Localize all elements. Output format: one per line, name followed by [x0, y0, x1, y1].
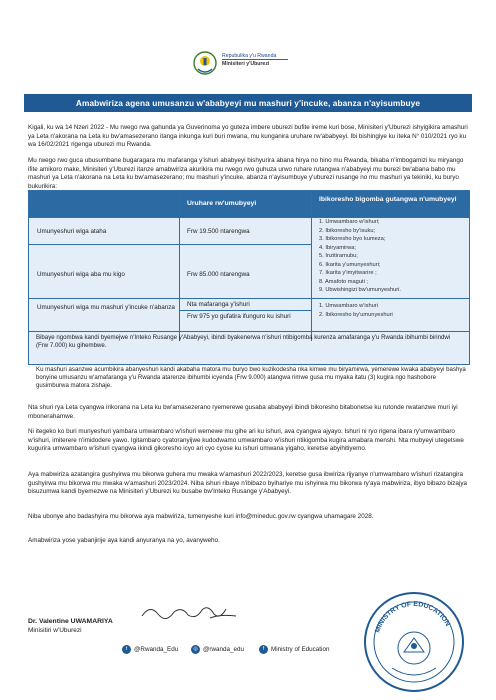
republic-line1: Repubulika y'u Rwanda [222, 53, 277, 59]
table-row [29, 244, 311, 245]
twitter-icon: t [122, 645, 131, 654]
list-item: 9. Ubwishingizi bw'umunyeshuri. [319, 287, 402, 293]
twitter-handle[interactable] [122, 645, 178, 654]
svg-text:MINISTRY OF EDUCATION: MINISTRY OF EDUCATION [374, 600, 451, 634]
twitter-label: @Rwanda_Edu [134, 646, 179, 653]
level-pre-primary: Umunyeshuri wiga mu mashuri y'incuke n'abanza [37, 304, 175, 311]
header-parent-contribution: Uruhare rw'umubyeyi [187, 200, 257, 207]
list-item: 3. Ibikoresho byo kumeza; [319, 236, 386, 242]
list-item: 2. Ibikoresho by'umunyeshuri [319, 311, 393, 318]
table-note-other-costs: Bibaye ngombwa kandi byemejwe n'Inteko Rusange y'Ababyeyi, ibindi byakenerwa n'ishuri ntibigomba kurenza amafaranga y'u Rwanda ibihumbi birindwi (Frw 7.000) ku gihembwe. [29, 331, 469, 352]
republic-line2: Minisiteri y'Uburezi [222, 61, 270, 67]
fee-pre-primary-line1: Nta mafaranga y'ishuri [187, 301, 250, 308]
rwanda-emblem-icon [193, 50, 217, 76]
letterhead-divider [222, 59, 288, 60]
fee-day-student: Frw 19.500 ntarengwa [187, 228, 250, 235]
handwritten-signature [140, 600, 240, 624]
primary-items-list [319, 302, 467, 319]
document-title: Amabwiriza agena umusanzu w'ababyeyi mu mashuri y'incuke, abanza n'ayisumbuye [24, 94, 472, 112]
paragraph-effective-date: Aya mabwiriza azatangira gushyirwa mu bikorwa guhera mu mwaka w'amashuri 2022/2023, keretse gusa ibwiriza rijyanye n'umwambaro w'ishuri rizatangira gushyirwa mu bikorwa mu mwaka w'amashuri 2023/2024. Niba ishuri ribaye n'ibibazo byihariye mu ishyirwa mu bikorwa ry'aya mabwiriza, ibyo bibazo bizajya bisuzumwa kandi byemezwe na Minisiteri y'Uburezi ku busabe bw'Inteko Rusange y'Ababyeyi. [28, 471, 467, 496]
fees-table [28, 190, 470, 365]
list-item: 8. Amafoto maguti ; [319, 278, 369, 285]
paragraph-no-extra-items: Nta shuri rya Leta cyangwa irikorana na Leta ku bw'amasezerano ryemerewe gusaba ababyeyi ibindi bikoresho bitabonetse ku rutonde rwatanzwe muri iyi mbonerahamwe. [28, 404, 458, 420]
column-divider [311, 191, 312, 341]
paragraph-uniform: Ni itegeko ko buri munyeshuri yambara umwambaro w'ishuri wemewe mu gihe ari ku ishuri, ava cyangwa ajyayo. Ishuri ni ryo rigena ibara ry'umwambaro w'ishuri, imiterere n'imidodere yawo. Igitambaro cyatoranyijwe kudodwamo umwambaro w'ishuri ntikigomba kugira amabara menshi. Nta mubyeyi utegetswe kugurira umwambaro w'ishuri cyangwa ikindi gikoresho icyo ari cyo cyose ku ishuri umwana yigaho, keretse abyihitiyemo. [28, 428, 464, 453]
instagram-icon: ◎ [191, 645, 200, 654]
facebook-label: Ministry of Education [271, 646, 330, 653]
instagram-handle[interactable] [191, 645, 244, 654]
paragraph-intro: Kigali, ku wa 14 Nzeri 2022 - Mu rwego rwa gahunda ya Guverinoma yo guteza imbere uburezi bufite ireme kuri bose, Minisiteri y'Uburezi ishyigikira amashuri ya Leta n'akorana na Leta ku bw'amasezerano itanga inkunga kuri buri mwana, mu kunganira uruhare rw'ababyeyi. Ibi bishingiye ku iteka N° 010/2021 ryo ku wa 16/02/2021 rigenga uburezi mu Rwanda. [28, 124, 468, 149]
fee-pre-primary-line2: Frw 975 yo gufatira ifunguro ku ishuri [187, 313, 291, 320]
facebook-page[interactable] [259, 645, 329, 654]
facebook-icon: f [259, 645, 268, 654]
signatory-name: Dr. Valentine UWAMARIYA [28, 618, 113, 625]
header-required-items: Ibikoresho bigomba gutangwa n'umubyeyi [319, 196, 457, 203]
level-day-student: Umunyeshuri wiga ataha [37, 228, 107, 235]
list-item: 4. Ibiryamirwa; [319, 244, 356, 251]
level-boarding-student: Umunyeshuri wiga aba mu kigo [37, 271, 125, 278]
republic-label [222, 53, 276, 68]
table-header [29, 191, 469, 217]
list-item: 1. Umwambaro w'ishuri [319, 303, 378, 309]
paragraph-context: Mu rwego rwo guca ubusumbane bugaragara mu mafaranga y'ishuri ababyeyi bishyurira abana hirya no hino mu Rwanda, bikaba n'imbogamizi ku miryango ifite amikoro make, Minisiteri y'Uburezi itanze amabwiriza akurikira mu rwego rwo guhuza urwo ruhare rutangwa n'ababyeyi mu burezi bw'abana babo mu mashuri ya Leta n'akorana na Leta ku bw'amasezerano; mu mashuri y'incuke, abanza n'ayisumbuye y'uburezi rusange no mu mashuri ya tekiniki, ku buryo bukurikira: [28, 157, 464, 191]
table-note-mattress: Ku mashuri asanzwe acumbikira abanyeshuri kandi akabaha matora mu buryo bwo kuzikodesha nka kimwe mu biryamirwa, yemerewe kwaka ababyeyi bashya bonyine umusanzu w'amafaranga y'u Rwanda atarenze ibihumbi icyenda (Frw 9.000) atangwa rimwe gusa mu myaka itatu (3) kugira ngo hashobore gusimburwa matora zishaje. [36, 366, 466, 389]
list-item: 2. Ibikoresho by'isuku; [319, 227, 376, 234]
column-divider [179, 191, 180, 341]
fee-boarding-student: Frw 85.000 ntarengwa [187, 271, 250, 278]
signatory-block [28, 617, 113, 635]
cell-divider [179, 310, 311, 311]
list-item: 7. Ikarita y'imyitwarire ; [319, 270, 377, 276]
list-item: 5. Inzitiramubu; [319, 253, 358, 259]
list-item: 6. Ikarita y'umunyeshuri; [319, 261, 381, 268]
paragraph-repeal: Amabwiriza yose yabanjirije aya kandi anyuranya na yo, avanyweho. [28, 537, 220, 544]
paragraph-contact: Niba ubonye aho badashyira mu bikorwa aya mabwiriza, tumenyeshe kuri info@mineduc.gov.rw cyangwa uhamagare 2028. [28, 513, 374, 520]
instagram-label: @rwanda_edu [203, 646, 245, 653]
letterhead [0, 0, 496, 86]
ministry-seal [362, 590, 466, 694]
required-items-list [319, 218, 467, 295]
list-item: 1. Umwambaro w'ishuri; [319, 219, 380, 225]
table-row [29, 298, 469, 299]
signatory-title: Minisitiri w'Uburezi [28, 627, 82, 634]
